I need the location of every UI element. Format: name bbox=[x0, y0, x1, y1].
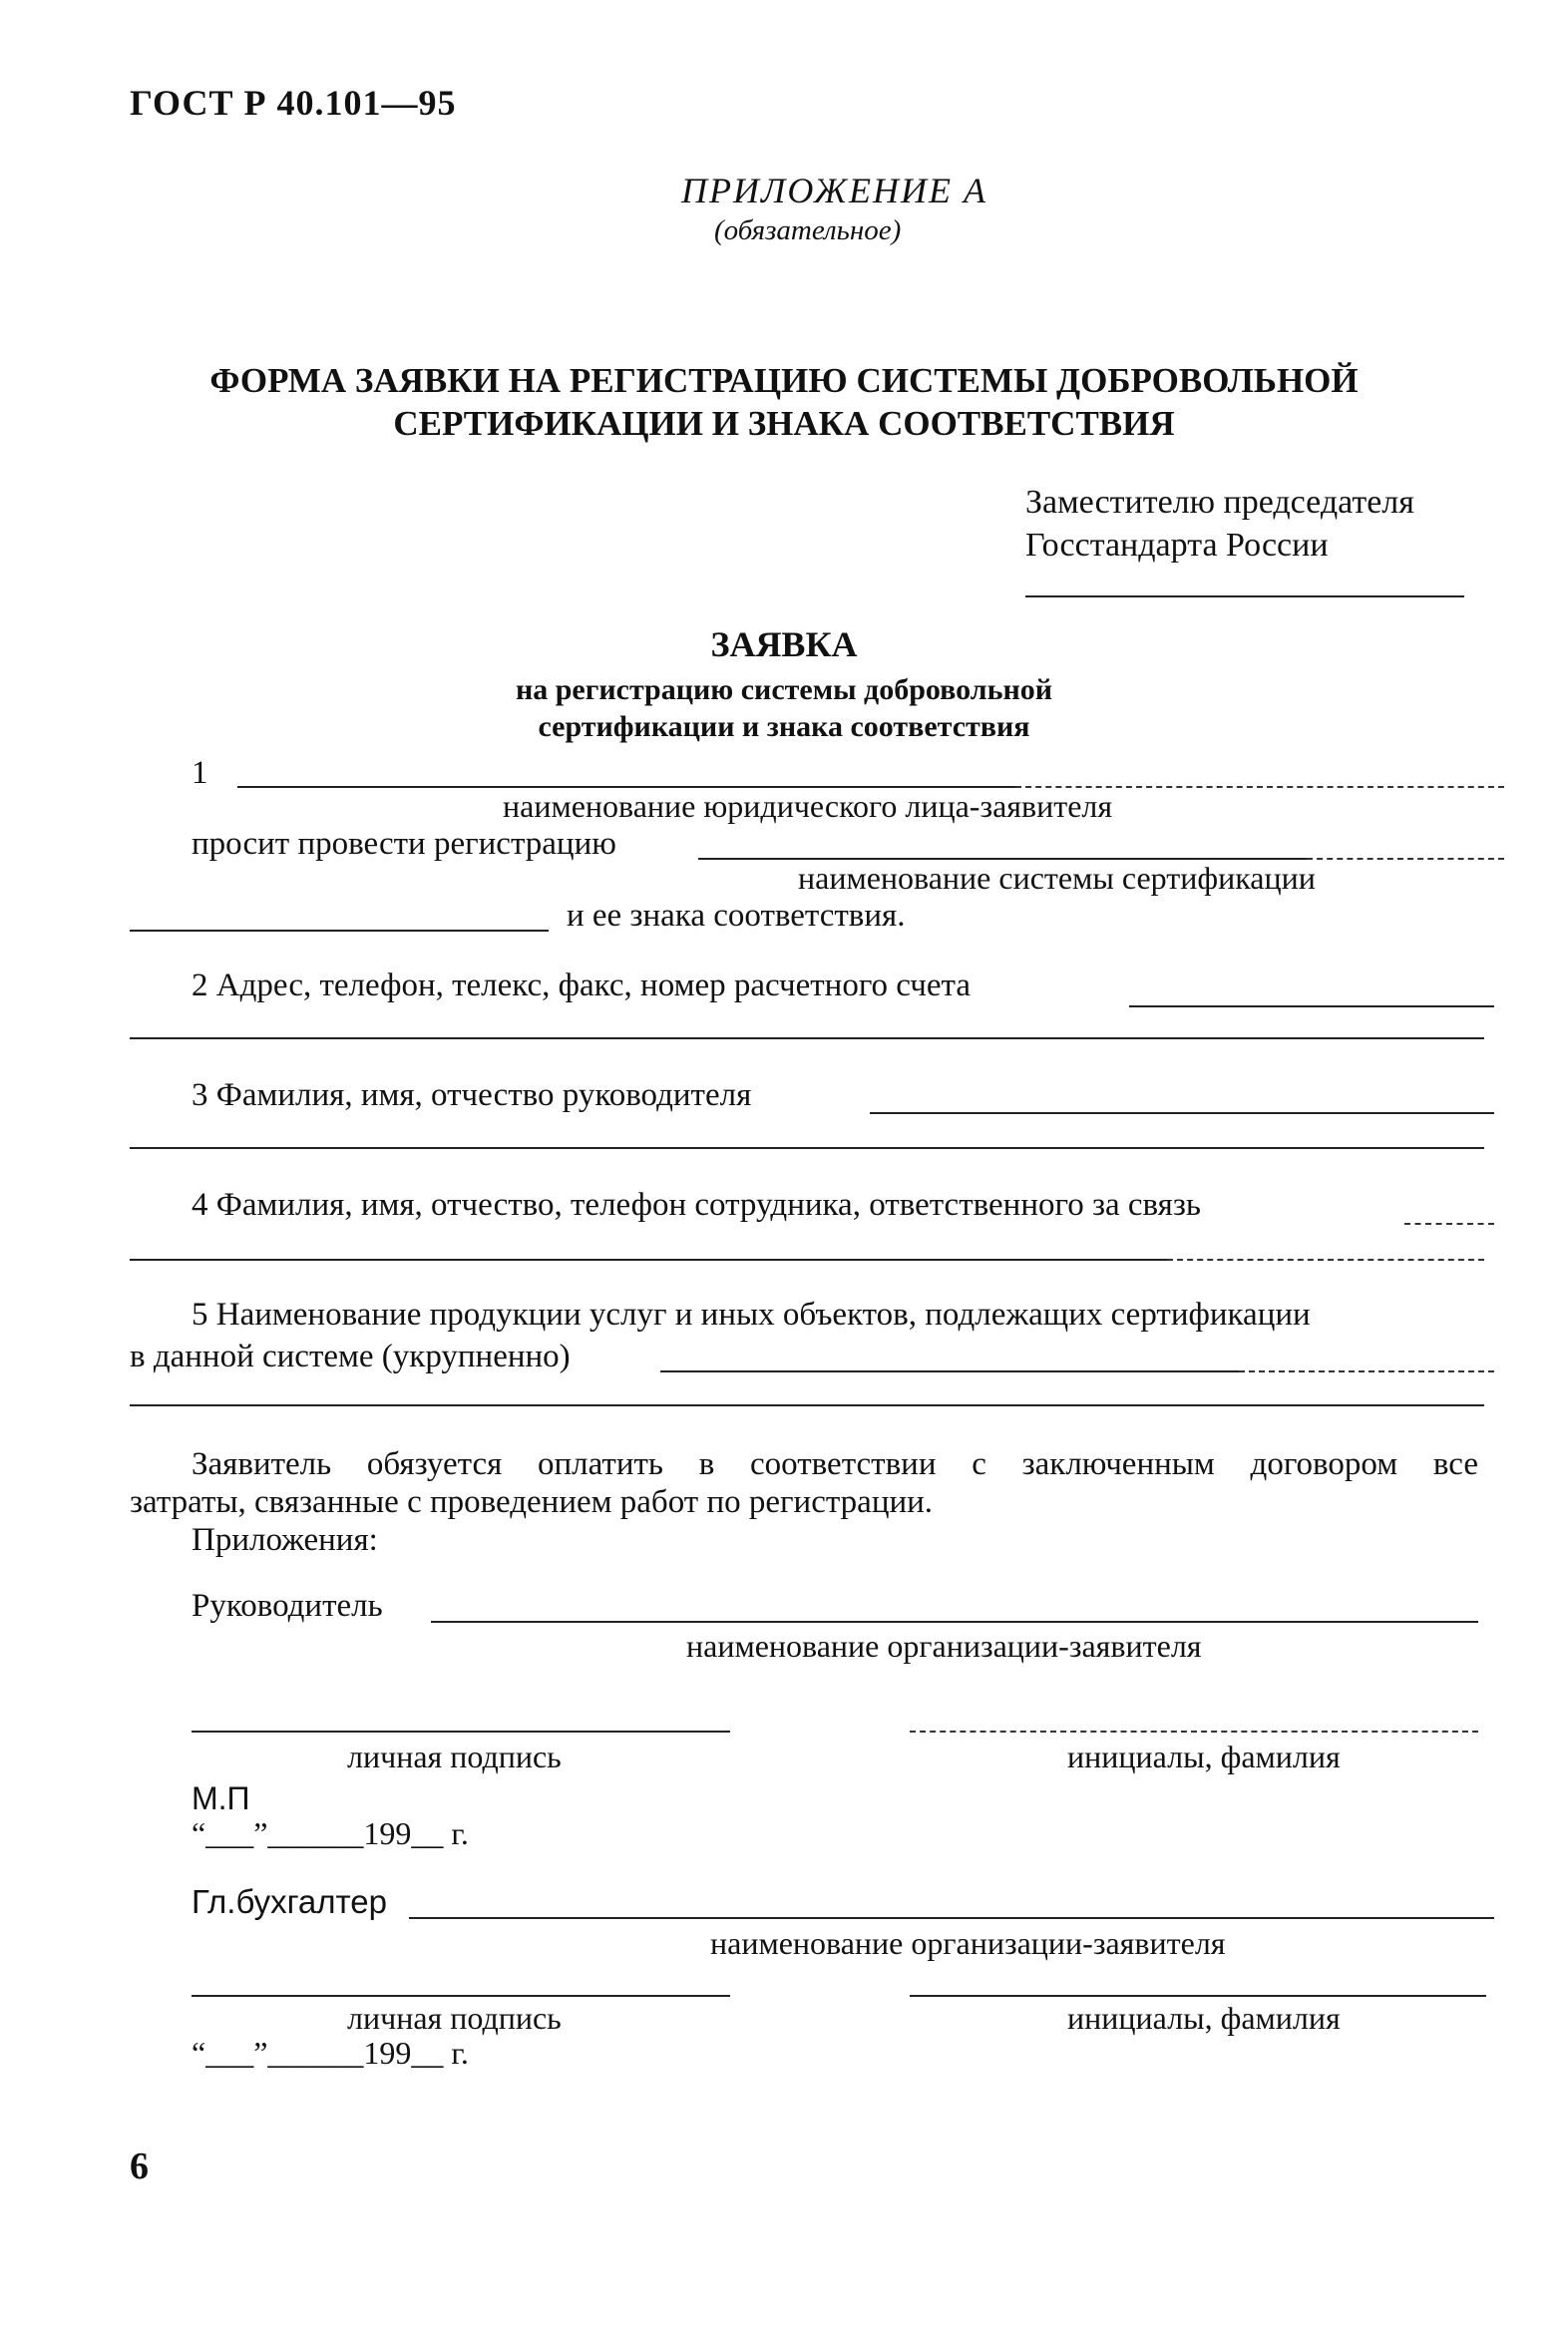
item3-inline-line bbox=[870, 1112, 1494, 1114]
head-org-caption: наименование организации-заявителя bbox=[686, 1628, 1202, 1664]
head-date: “___”______199__ г. bbox=[192, 1815, 469, 1851]
item3-full-line bbox=[130, 1147, 1484, 1149]
application-title: ЗАЯВКА bbox=[710, 624, 858, 664]
item5-full-line bbox=[130, 1404, 1484, 1406]
addressee-line2: Госстандарта России bbox=[1025, 527, 1329, 564]
accountant-label: Гл.бухгалтер bbox=[192, 1883, 387, 1920]
appendix-status: (обязательное) bbox=[714, 214, 902, 246]
head-initials-caption: инициалы, фамилия bbox=[1067, 1739, 1341, 1774]
head-label: Руководитель bbox=[192, 1588, 383, 1624]
accountant-org-caption: наименование организации-заявителя bbox=[710, 1925, 1226, 1961]
accountant-org-line bbox=[409, 1917, 1494, 1919]
item5-text-line2: в данной системе (укрупненно) bbox=[130, 1339, 571, 1374]
item4-full-line bbox=[130, 1259, 1167, 1261]
head-org-line bbox=[431, 1621, 1478, 1623]
item1-number: 1 bbox=[192, 755, 208, 791]
addressee-signature-line bbox=[1025, 595, 1464, 597]
item1-mark-text: и ее знака соответствия. bbox=[567, 898, 906, 934]
item1-request-text: просит провести регистрацию bbox=[192, 826, 616, 862]
item5-inline-line-dashed bbox=[1239, 1370, 1494, 1372]
obligation-line1: Заявитель обязуется оплатить в соответствии с заключенным договором все bbox=[192, 1446, 1478, 1482]
item4-full-line-dashed bbox=[1167, 1259, 1484, 1261]
item2-text: 2 Адрес, телефон, телекс, факс, номер расчетного счета bbox=[192, 968, 971, 1003]
form-title-line2: СЕРТИФИКАЦИИ И ЗНАКА СООТВЕТСТВИЯ bbox=[393, 404, 1175, 443]
standard-number: ГОСТ Р 40.101—95 bbox=[130, 83, 457, 123]
attachments-label: Приложения: bbox=[192, 1522, 378, 1558]
accountant-signature-line bbox=[192, 1995, 730, 1997]
head-signature-line bbox=[192, 1731, 730, 1733]
head-initials-line bbox=[910, 1731, 1478, 1733]
item2-inline-line bbox=[1129, 1005, 1494, 1007]
accountant-initials-caption: инициалы, фамилия bbox=[1067, 2000, 1341, 2036]
obligation-line2: затраты, связанные с проведением работ по регистрации. bbox=[130, 1484, 934, 1520]
item5-text-line1: 5 Наименование продукции услуг и иных объектов, подлежащих сертификации bbox=[192, 1297, 1311, 1333]
page-number: 6 bbox=[130, 2145, 150, 2187]
appendix-title: ПРИЛОЖЕНИЕ А bbox=[681, 171, 987, 210]
accountant-initials-line bbox=[910, 1995, 1486, 1997]
application-subtitle2: сертификации и знака соответствия bbox=[538, 710, 1030, 743]
application-subtitle1: на регистрацию системы добровольной bbox=[515, 673, 1053, 706]
addressee-line1: Заместителю председателя bbox=[1025, 484, 1414, 521]
accountant-signature-caption: личная подпись bbox=[347, 2000, 562, 2036]
accountant-date: “___”______199__ г. bbox=[192, 2035, 469, 2071]
item5-inline-line bbox=[660, 1370, 1239, 1372]
item4-text: 4 Фамилия, имя, отчество, телефон сотрудника, ответственного за связь bbox=[192, 1187, 1201, 1223]
form-title-line1: ФОРМА ЗАЯВКИ НА РЕГИСТРАЦИЮ СИСТЕМЫ ДОБРОВОЛЬНОЙ bbox=[209, 361, 1359, 400]
item2-full-line bbox=[130, 1037, 1484, 1039]
item3-text: 3 Фамилия, имя, отчество руководителя bbox=[192, 1077, 752, 1113]
head-signature-caption: личная подпись bbox=[347, 1739, 562, 1774]
item4-inline-line bbox=[1404, 1223, 1494, 1225]
item1-system-line-dashed bbox=[1307, 858, 1504, 860]
item1-system-caption: наименование системы сертификации bbox=[798, 860, 1316, 896]
item1-applicant-caption: наименование юридического лица-заявителя bbox=[503, 788, 1113, 824]
stamp-label: М.П bbox=[192, 1780, 250, 1816]
item1-mark-line bbox=[130, 930, 549, 932]
